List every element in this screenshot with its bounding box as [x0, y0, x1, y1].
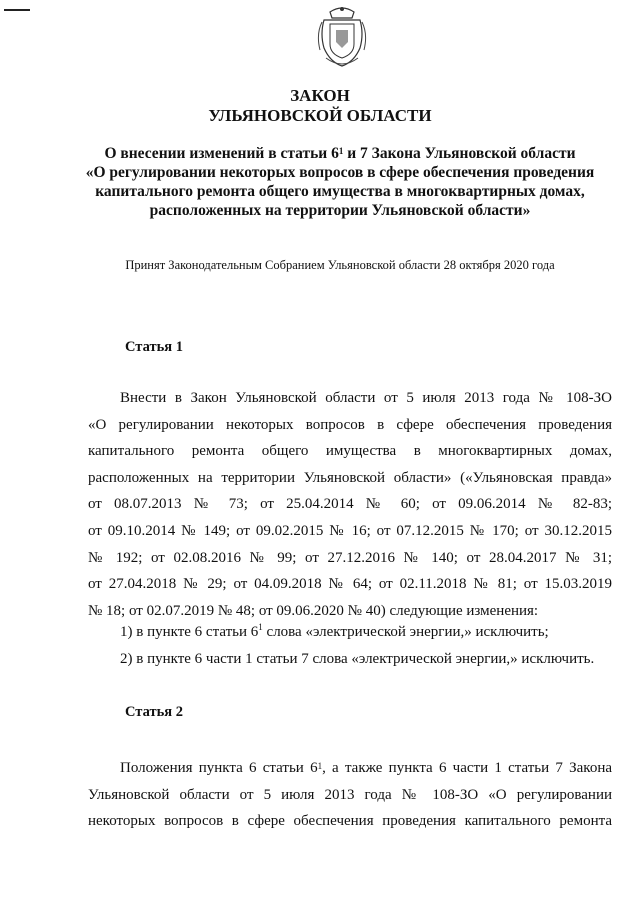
scan-mark [4, 9, 30, 11]
adoption-line: Принят Законодательным Собранием Ульяновской области 28 октября 2020 года [125, 258, 555, 272]
line-1-text-b: , а также пункта 6 части 1 статьи 7 Закона [322, 760, 613, 776]
text-line: от 08.07.2013 № 73; от 25.04.2014 № 60; от 09.06.2014 № 82-83; [88, 496, 612, 513]
text-line: Внести в Закон Ульяновской области от 5 июля 2013 года № 108-ЗО [120, 390, 612, 406]
subtitle-line-4: расположенных на территории Ульяновской области» [149, 202, 531, 219]
text-line: некоторых вопросов в сфере обеспечения проведения капитального ремонта [88, 813, 612, 830]
text-line: № 192; от 02.08.2016 № 99; от 27.12.2016 № 140; от 28.04.2017 № 31; [88, 549, 612, 566]
amendment-item-1 [120, 624, 549, 641]
subtitle-sup: 1 [338, 146, 344, 156]
item-1-sup: 1 [258, 622, 263, 632]
line-1-sup: 1 [317, 761, 323, 771]
text-line [88, 755, 612, 782]
region-title: УЛЬЯНОВСКОЙ ОБЛАСТИ [208, 106, 432, 125]
line-1-text-a: Положения пункта 6 статьи 6 [120, 760, 318, 776]
item-1-text-a: 1) в пункте 6 статьи 6 [120, 624, 259, 640]
text-line: «О регулировании некоторых вопросов в сфере обеспечения проведения [88, 416, 612, 433]
text-line: капитального ремонта общего имущества в многоквартирных домах, [88, 443, 612, 460]
text-line: от 09.10.2014 № 149; от 09.02.2015 № 16; от 07.12.2015 № 170; от 30.12.2015 [88, 522, 612, 539]
text-line: расположенных на территории Ульяновской области» («Ульяновская правда» [88, 469, 612, 486]
article-2-heading: Статья 2 [125, 704, 183, 720]
subtitle-text-a: О внесении изменений в статьи 6 [104, 145, 339, 162]
law-title: ЗАКОН [290, 86, 350, 105]
subtitle-line-2: «О регулировании некоторых вопросов в сфере обеспечения проведения [85, 164, 595, 181]
subtitle-text-b: и 7 Закона Ульяновской области [343, 145, 576, 162]
article-1-text [88, 385, 612, 624]
law-subtitle [40, 144, 640, 220]
text-line: от 27.04.2018 № 29; от 04.09.2018 № 64; от 02.11.2018 № 81; от 15.03.2019 [88, 576, 612, 593]
article-2-text [88, 755, 612, 835]
amendment-item-2: 2) в пункте 6 части 1 статьи 7 слова «электрической энергии,» исключить. [120, 651, 595, 667]
subtitle-line-3: капитального ремонта общего имущества в многоквартирных домах, [95, 183, 585, 200]
item-1-text-b: слова «электрической энергии,» исключить; [262, 624, 549, 640]
coat-of-arms-emblem [316, 4, 368, 70]
text-line: № 18; от 02.07.2019 № 48; от 09.06.2020 № 40) следующие изменения: [88, 602, 539, 619]
text-line: Ульяновской области от 5 июля 2013 года № 108-ЗО «О регулировании [88, 786, 612, 803]
article-1-heading: Статья 1 [125, 339, 183, 355]
